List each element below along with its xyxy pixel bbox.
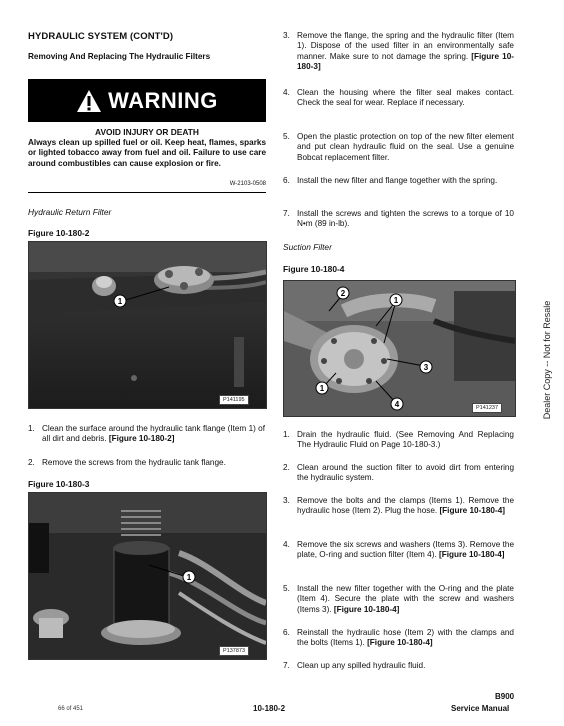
callout-1: 1 bbox=[319, 384, 325, 393]
model-name: B900 bbox=[495, 692, 515, 701]
warning-divider bbox=[28, 192, 266, 193]
step-number: 7. bbox=[283, 661, 290, 670]
warning-body: Always clean up spilled fuel or oil. Keep heat, flames, sparks or lighted tobacco away from fuel and oil. Failure to use care around combustibles can cause explosion or fire. bbox=[28, 138, 266, 168]
step-number: 5. bbox=[283, 132, 290, 141]
callout-3: 3 bbox=[423, 363, 429, 372]
step-number: 3. bbox=[283, 31, 290, 40]
step-text: Clean the surface around the hydraulic tank flange (Item 1) of all dirt and debris. bbox=[42, 424, 265, 444]
callout-4: 4 bbox=[394, 400, 400, 409]
callout-1: 1 bbox=[393, 296, 399, 305]
step-number: 6. bbox=[283, 176, 290, 185]
list-item bbox=[283, 628, 514, 649]
photo-code: P141195 bbox=[219, 395, 249, 405]
warning-label: WARNING bbox=[108, 87, 218, 113]
figure-reference: [Figure 10-180-4] bbox=[367, 638, 433, 648]
callout-1: 1 bbox=[117, 297, 123, 306]
callout-2: 2 bbox=[340, 289, 346, 298]
list-item bbox=[283, 496, 514, 517]
warning-triangle-icon bbox=[76, 89, 102, 113]
step-text: Open the plastic protection on top of the new filter element and put clean hydraulic fluid on the seal. Use a genuine Bobcat replacement filter. bbox=[297, 132, 514, 162]
procedure-title: Removing And Replacing The Hydraulic Filters bbox=[28, 52, 211, 61]
step-text: Remove the six screws and washers (Items 3). Remove the plate, O-ring and suction filter (Item 4). bbox=[297, 540, 514, 560]
list-item bbox=[283, 540, 514, 561]
step-text: Remove the flange, the spring and the hydraulic filter (Item 1). Dispose of the used filter in an environmentally safe manner. Make sure to not damage the spring. bbox=[297, 31, 514, 61]
warning-code: W-2103-0508 bbox=[229, 181, 266, 187]
list-item bbox=[283, 176, 514, 186]
list-item bbox=[283, 88, 514, 109]
page-number: 10-180-2 bbox=[253, 704, 286, 713]
warning-heading: AVOID INJURY OR DEATH bbox=[95, 127, 199, 137]
list-item bbox=[283, 31, 514, 73]
photo-code: P137873 bbox=[219, 646, 249, 656]
step-text: Clean around the suction filter to avoid dirt from entering the hydraulic system. bbox=[297, 463, 514, 483]
manual-name: Service Manual bbox=[451, 704, 510, 713]
figure-reference: [Figure 10-180-3] bbox=[297, 51, 515, 72]
side-watermark bbox=[540, 280, 554, 440]
list-item bbox=[28, 458, 265, 468]
figure-10-180-3-photo bbox=[28, 492, 267, 660]
list-item bbox=[283, 661, 514, 671]
figure-reference: [Figure 10-180-2] bbox=[108, 434, 175, 444]
step-number: 6. bbox=[283, 628, 290, 637]
step-number: 4. bbox=[283, 540, 290, 549]
suction-filter-subheading: Suction Filter bbox=[283, 242, 332, 252]
list-item bbox=[283, 430, 514, 451]
callout-1: 1 bbox=[186, 573, 192, 582]
photo-code: P141237 bbox=[472, 403, 502, 413]
figure-10-180-4-label: Figure 10-180-4 bbox=[283, 264, 345, 274]
step-number: 4. bbox=[283, 88, 290, 97]
step-text: Reinstall the hydraulic hose (Item 2) with the clamps and the bolts (Items 1). bbox=[297, 628, 514, 648]
step-text: Remove the screws from the hydraulic tank flange. bbox=[42, 458, 226, 467]
list-item bbox=[283, 584, 514, 615]
list-item bbox=[28, 424, 265, 445]
step-text: Clean up any spilled hydraulic fluid. bbox=[297, 661, 426, 670]
step-number: 2. bbox=[283, 463, 290, 472]
step-text: Remove the bolts and the clamps (Items 1). Remove the hydraulic hose (Item 2). Plug the hose. bbox=[297, 496, 514, 516]
step-number: 1. bbox=[283, 430, 290, 439]
side-watermark-text: Dealer Copy -- Not for Resale bbox=[542, 300, 552, 420]
step-number: 7. bbox=[283, 209, 290, 218]
figure-reference: [Figure 10-180-4] bbox=[333, 604, 400, 614]
figure-reference: [Figure 10-180-4] bbox=[439, 506, 505, 516]
list-item bbox=[283, 132, 514, 163]
step-number: 1. bbox=[28, 424, 35, 433]
figure-10-180-2-photo bbox=[28, 241, 267, 409]
step-number: 5. bbox=[283, 584, 290, 593]
step-text: Install the screws and tighten the screws to a torque of 10 N•m (89 in-lb). bbox=[297, 209, 514, 229]
step-text: Drain the hydraulic fluid. (See Removing And Replacing The Hydraulic Fluid on Page 10-180-3.) bbox=[297, 430, 514, 450]
list-item bbox=[283, 209, 514, 230]
step-text: Clean the housing where the filter seal makes contact. Check the seal for wear. Replace if necessary. bbox=[297, 88, 514, 108]
list-item bbox=[283, 463, 514, 484]
figure-10-180-2-label: Figure 10-180-2 bbox=[28, 228, 90, 238]
step-number: 3. bbox=[283, 496, 290, 505]
figure-reference: [Figure 10-180-4] bbox=[438, 550, 505, 560]
return-filter-subheading: Hydraulic Return Filter bbox=[28, 207, 112, 217]
figure-10-180-4-photo bbox=[283, 280, 516, 417]
step-number: 2. bbox=[28, 458, 35, 467]
warning-banner bbox=[28, 79, 266, 122]
step-text: Install the new filter together with the O-ring and the plate (Item 4). Secure the plate with the screw and washers (Items 3). bbox=[297, 584, 514, 614]
figure-10-180-3-label: Figure 10-180-3 bbox=[28, 479, 90, 489]
section-title: HYDRAULIC SYSTEM (CONT'D) bbox=[28, 31, 174, 42]
page-count: 66 of 451 bbox=[58, 706, 84, 712]
step-text: Install the new filter and flange together with the spring. bbox=[297, 176, 498, 185]
